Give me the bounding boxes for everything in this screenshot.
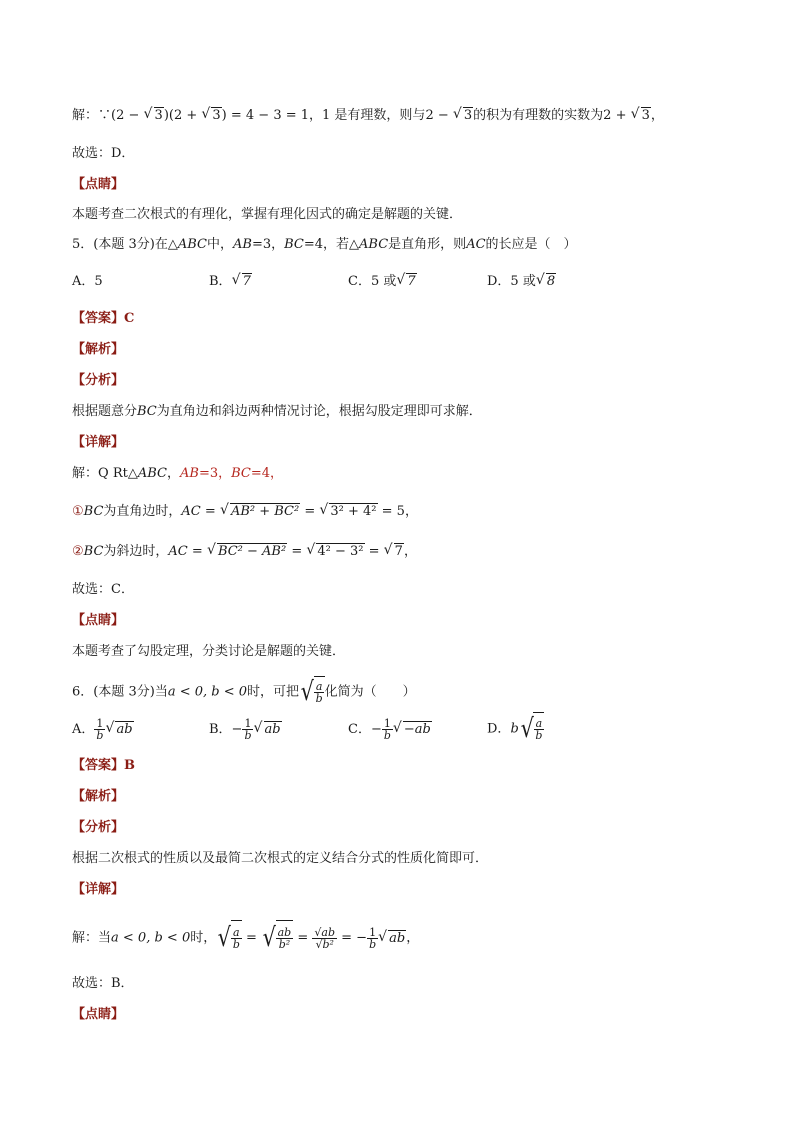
q5-dianjing-heading: 【点睛】 [72,613,125,628]
q6-option-a: A． $\frac{1}{b}$ √ ab [72,716,134,744]
q6-solution: 解：当a < 0, b < 0时， √ $\frac{a}{b}$ = √ $\frac{ab}{\text{b²}}$ = $\frac{√ab}{\text{√b²}}$ = − $\frac{1}{b}$ √ ab， [72,920,734,956]
q5-case-2: ②BC为斜边时，AC = √ BC² − AB² = √ 4² − 3² = √ 7， [72,542,734,562]
q4-dianjing-heading: 【点睛】 [72,177,125,192]
q5-fenxi-heading: 【分析】 [72,373,125,388]
sqrt-3: √ 3 [454,106,473,126]
q5-option-c: C．5 或√ 7 [348,272,417,292]
q5-choice: 故选：C． [72,582,134,597]
q6-fenxi-heading: 【分析】 [72,820,125,835]
q5-xiangjie-heading: 【详解】 [72,435,125,450]
sqrt-3: √ 3 [145,106,164,126]
because-symbol: ∵ [98,108,112,123]
q5-jiexi-heading: 【解析】 [72,342,125,357]
sqrt-3: √ 3 [632,106,651,126]
q6-xiangjie-heading: 【详解】 [72,882,125,897]
q6-option-d: D．b √ $\frac{a}{b}$ [487,714,543,744]
q5-solution-given: 解：Q Rt△ABC，AB=3，BC=4， [72,466,284,481]
q5-option-a: A．5 [72,274,103,289]
q6-dianjing-heading: 【点睛】 [72,1007,125,1022]
q6-option-c: C．− $\frac{1}{b}$ √ −ab [348,716,432,744]
solution-prefix: 解： [72,108,99,123]
sqrt-3: √ 3 [202,106,221,126]
q5-option-b: B．√ 7 [209,272,252,292]
q6-choice: 故选：B． [72,976,134,991]
q6-stem: 6．(本题 3分)当a < 0, b < 0时，可把 √ $\frac{a}{b}$ 化简为（ ） [72,677,416,707]
q5-option-d: D．5 或√ 8 [487,272,556,292]
q6-answer: 【答案】B [72,758,135,773]
q5-analysis: 根据题意分BC为直角边和斜边两种情况讨论，根据勾股定理即可求解． [72,404,482,419]
q4-choice: 故选：D． [72,146,135,161]
q4-solution-line: 解：∵(2 − √ 3)(2 + √ 3) = 4 − 3 = 1，1 是有理数，则与2 − √ 3的积为有理数的实数为2 + √ 3， [72,106,734,126]
q5-summary: 本题考查了勾股定理，分类讨论是解题的关键． [72,644,346,659]
q6-analysis: 根据二次根式的性质以及最简二次根式的定义结合分式的性质化简即可． [72,851,489,866]
q5-case-1: ①BC为直角边时，AC = √ AB² + BC² = √ 3² + 4² = 5， [72,502,734,522]
q5-answer: 【答案】C [72,311,135,326]
q6-option-b: B．− $\frac{1}{b}$ √ ab [209,716,282,744]
q6-jiexi-heading: 【解析】 [72,789,125,804]
q5-stem: 5．(本题 3分)在△ABC中，AB=3，BC=4，若△ABC是直角形，则AC的长应是（ ） [72,237,577,252]
q4-summary: 本题考查二次根式的有理化，掌握有理化因式的确定是解题的关键． [72,207,463,222]
